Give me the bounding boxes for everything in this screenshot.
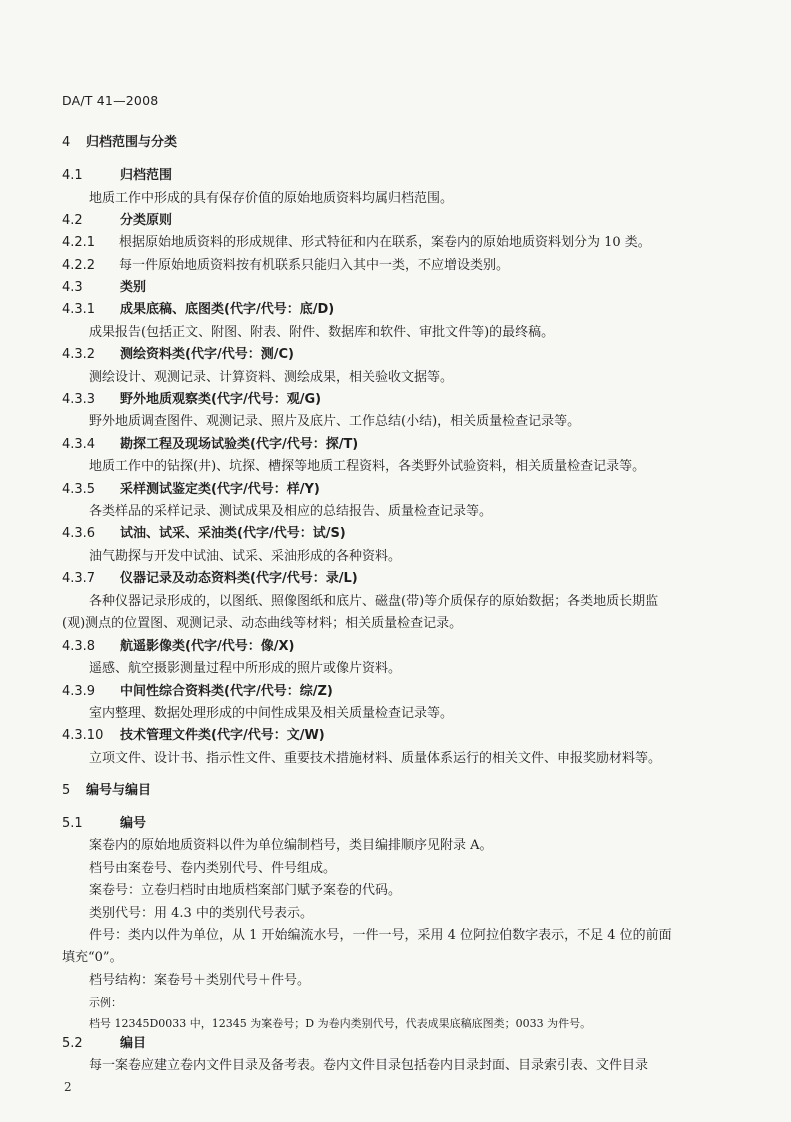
paragraph-continued: (观)测点的位置图、观测记录、动态曲线等材料；相关质量检查记录。: [62, 616, 463, 631]
clause-4-2-2: [62, 256, 509, 276]
clause-number: 4.3.10: [62, 728, 104, 743]
clause-number: 4.3.3: [62, 392, 96, 407]
section-number: 4.2: [62, 213, 83, 228]
clause-title: 采样测试鉴定类(代字/代号：样/Y): [120, 482, 320, 497]
paragraph: 各种仪器记录形成的，以图纸、照像图纸和底片、磁盘(带)等介质保存的原始数据；各类地质长期监: [89, 594, 659, 609]
section-5-heading: [62, 781, 151, 801]
section-5-2-heading: [62, 1034, 146, 1054]
paragraph: 油气勘探与开发中试油、试采、采油形成的各种资料。: [89, 549, 402, 564]
section-title: 编号: [120, 816, 147, 831]
section-4-3-heading: [62, 278, 146, 298]
clause-title: 航遥影像类(代字/代号：像/X): [120, 639, 295, 654]
paragraph: 遥感、航空摄影测量过程中所形成的照片或像片资料。: [89, 661, 402, 676]
example-label: 示例：: [89, 996, 122, 1009]
section-title: 归档范围与分类: [86, 135, 178, 150]
paragraph: 野外地质调查图件、观测记录、照片及底片、工作总结(小结)，相关质量检查记录等。: [89, 414, 581, 429]
paragraph: 案卷内的原始地质资料以件为单位编制档号，类目编排顺序见附录 A。: [89, 838, 493, 853]
clause-number: 4.3.8: [62, 639, 96, 654]
section-number: 4: [62, 135, 71, 150]
clause-number: 4.2.2: [62, 258, 96, 273]
section-title: 编目: [120, 1036, 147, 1051]
page-number: 2: [64, 1080, 72, 1094]
clause-text: 每一件原始地质资料按有机联系只能归入其中一类，不应增设类别。: [119, 258, 510, 273]
clause-number: 4.2.1: [62, 235, 96, 250]
section-title: 分类原则: [120, 213, 173, 228]
clause-title: 试油、试采、采油类(代字/代号：试/S): [120, 526, 346, 541]
paragraph-continued: 填充“0”。: [62, 950, 123, 965]
clause-title: 仪器记录及动态资料类(代字/代号：录/L): [120, 571, 358, 586]
clause-title: 测绘资料类(代字/代号：测/C): [120, 347, 294, 362]
paragraph: 室内整理、数据处理形成的中间性成果及相关质量检查记录等。: [89, 706, 454, 721]
clause-number: 4.3.7: [62, 571, 96, 586]
paragraph: 成果报告(包括正文、附图、附表、附件、数据库和软件、审批文件等)的最终稿。: [89, 325, 555, 340]
clause-number: 4.3.4: [62, 437, 96, 452]
section-5-1-heading: [62, 814, 146, 834]
paragraph: 每一案卷应建立卷内文件目录及备考表。卷内文件目录包括卷内目录封面、目录索引表、文件目录: [89, 1058, 649, 1073]
paragraph: 案卷号：立卷归档时由地质档案部门赋予案卷的代码。: [89, 883, 402, 898]
clause-title: 野外地质观察类(代字/代号：观/G): [120, 392, 322, 407]
clause-4-3-10-heading: [62, 726, 325, 746]
clause-number: 4.3.5: [62, 482, 96, 497]
paragraph: 立项文件、设计书、指示性文件、重要技术措施材料、质量体系运行的相关文件、申报奖励材料等。: [89, 751, 662, 766]
clause-title: 技术管理文件类(代字/代号：文/W): [120, 728, 325, 743]
clause-4-3-1-heading: [62, 300, 334, 320]
clause-number: 4.3.2: [62, 347, 96, 362]
section-number: 5.1: [62, 816, 83, 831]
clause-title: 勘探工程及现场试验类(代字/代号：探/T): [120, 437, 359, 452]
clause-title: 成果底稿、底图类(代字/代号：底/D): [120, 302, 335, 317]
clause-4-3-3-heading: [62, 390, 321, 410]
example-text: 档号 12345D0033 中，12345 为案卷号；D 为卷内类别代号，代表成果底稿底图类；0033 为件号。: [89, 1017, 592, 1030]
section-4-heading: [62, 133, 177, 153]
clause-number: 4.3.1: [62, 302, 96, 317]
clause-4-3-4-heading: [62, 435, 358, 455]
paragraph: 档号结构：案卷号＋类别代号＋件号。: [89, 973, 311, 988]
clause-4-3-5-heading: [62, 480, 320, 500]
section-number: 4.1: [62, 168, 83, 183]
clause-4-3-8-heading: [62, 637, 294, 657]
section-title: 编号与编目: [86, 783, 152, 798]
paragraph: 地质工作中形成的具有保存价值的原始地质资料均属归档范围。: [89, 191, 454, 206]
paragraph: 测绘设计、观测记录、计算资料、测绘成果，相关验收文据等。: [89, 370, 454, 385]
section-title: 类别: [120, 280, 147, 295]
clause-4-3-2-heading: [62, 345, 294, 365]
paragraph: 件号：类内以件为单位，从 1 开始编流水号，一件一号，采用 4 位阿拉伯数字表示，不足 4 位的前面: [89, 928, 672, 943]
paragraph: 档号由案卷号、卷内类别代号、件号组成。: [89, 861, 337, 876]
clause-number: 4.3.6: [62, 526, 96, 541]
clause-4-3-6-heading: [62, 524, 346, 544]
section-title: 归档范围: [120, 168, 173, 183]
section-number: 4.3: [62, 280, 83, 295]
standard-code: DA/T 41—2008: [62, 93, 159, 108]
section-4-2-heading: [62, 211, 172, 231]
clause-title: 中间性综合资料类(代字/代号：综/Z): [120, 684, 333, 699]
section-number: 5.2: [62, 1036, 83, 1051]
section-number: 5: [62, 783, 71, 798]
clause-4-3-9-heading: [62, 682, 333, 702]
clause-number: 4.3.9: [62, 684, 96, 699]
section-4-1-heading: [62, 166, 172, 186]
clause-4-3-7-heading: [62, 569, 358, 589]
clause-text: 根据原始地质资料的形成规律、形式特征和内在联系，案卷内的原始地质资料划分为 10 类。: [119, 235, 651, 250]
clause-4-2-1: [62, 233, 651, 253]
paragraph: 各类样品的采样记录、测试成果及相应的总结报告、质量检查记录等。: [89, 504, 493, 519]
paragraph: 地质工作中的钻探(井)、坑探、槽探等地质工程资料，各类野外试验资料，相关质量检查记录等。: [89, 459, 646, 474]
paragraph: 类别代号：用 4.3 中的类别代号表示。: [89, 906, 313, 921]
